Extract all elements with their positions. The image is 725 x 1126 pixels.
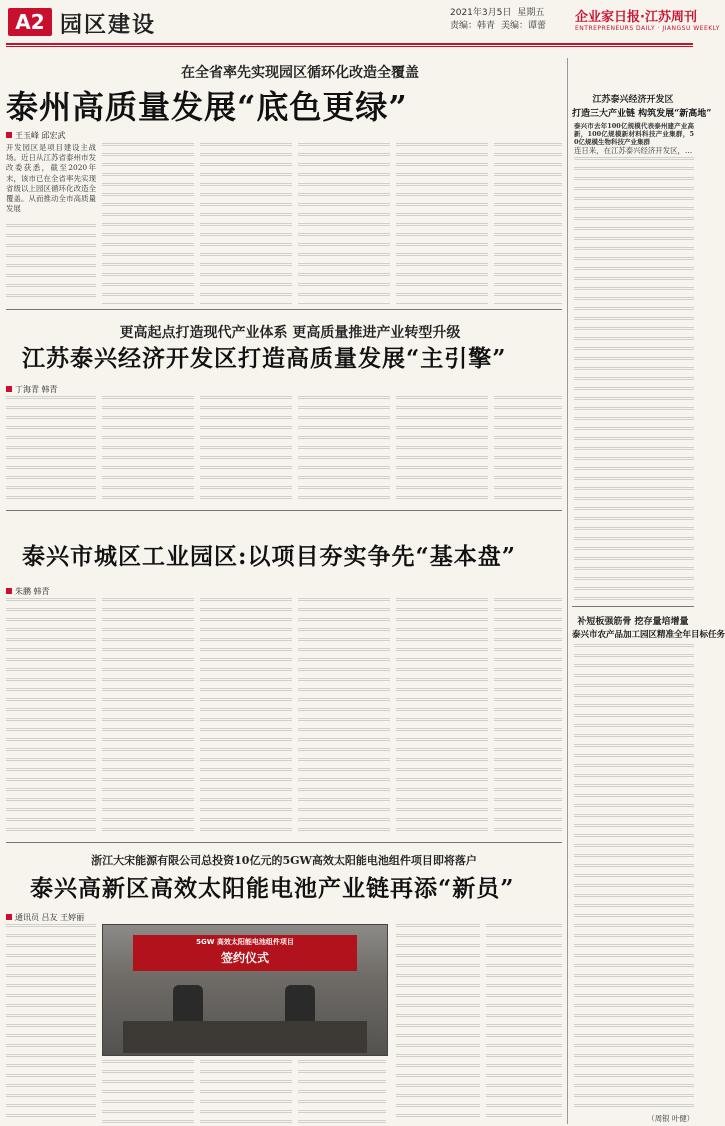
page-number-badge: A2 [8,8,52,36]
article4-col4 [298,1060,386,1124]
article4-col1 [6,924,96,1124]
article3-col3 [200,598,292,834]
article1-col5 [396,143,488,304]
article4-col2 [102,1060,194,1124]
sidebar1-kicker: 江苏泰兴经济开发区 [592,95,674,105]
article4-col5 [396,924,480,1124]
article1-col4 [298,143,390,304]
article3-col1 [6,598,96,834]
article-separator-3 [6,842,562,843]
article2-col3 [200,396,292,504]
article1-headline: 泰州高质量发展“底色更绿” [6,88,408,126]
photo-backdrop-banner [133,935,357,971]
article1-kicker: 在全省率先实现园区循环化改造全覆盖 [181,65,419,81]
article2-kicker: 更高起点打造现代产业体系 更高质量推进产业转型升级 [119,325,461,341]
issue-date: 2021年3月5日 [450,8,512,18]
article3-headline: 泰兴市城区工业园区:以项目夯实争先“基本盘” [22,543,516,570]
signing-ceremony-photo [102,924,388,1056]
article2-col4 [298,396,390,504]
article4-kicker: 浙江大宋能源有限公司总投资10亿元的5GW高效太阳能电池组件项目即将落户 [91,854,477,867]
sidebar1-body [574,157,694,601]
section-title: 园区建设 [60,13,157,38]
column-divider [567,58,568,1124]
article3-col2 [102,598,194,834]
brand-name: 企业家日报·江苏周刊 [575,10,697,25]
article1-byline: 王玉峰 邱宏武 [6,130,66,141]
sidebar2-headline: 泰兴市农产品加工园区精准全年目标任务 [572,630,725,640]
article2-col6 [494,396,562,504]
article4-headline: 泰兴高新区高效太阳能电池产业链再添“新员” [30,875,515,902]
sidebar1-author [574,596,694,606]
article4-col6 [486,924,562,1124]
sidebar1-lead: 连日来，在江苏泰兴经济开发区，… [574,146,693,155]
sidebar2-kicker: 补短板强筋骨 挖存量培增量 [577,617,689,627]
masthead-logo [575,6,720,38]
header-rule [6,43,693,45]
article-separator-1 [6,309,562,310]
article1-col2 [102,143,194,304]
editor-credit: 责编：韩青 [450,21,496,31]
article1-col3 [200,143,292,304]
signing-table [123,1021,367,1053]
article1-col6 [494,143,562,304]
sidebar2-body [574,644,694,1114]
article4-col3 [200,1060,292,1124]
article3-byline: 朱鹏 韩青 [6,586,50,597]
article3-col6 [494,598,562,834]
article2-col5 [396,396,488,504]
issue-weekday: 星期五 [517,8,545,18]
issue-meta [450,7,570,33]
photo-banner-subtitle: 5GW 高效太阳能电池组件项目 [196,938,294,946]
article3-col4 [298,598,390,834]
sidebar-separator [572,606,694,607]
sidebar1-deck: 泰兴市去年100亿规模代表泰州建产业高新，100亿规模新材料科技产业集群，50亿规模生物科技产业集群 [574,122,694,146]
article2-col1 [6,396,96,504]
sidebar2-author: （周银 叶健） [647,1114,694,1123]
article1-col1 [6,224,96,304]
brand-english: ENTREPRENEURS DAILY · JIANGSU WEEKLY [575,25,720,32]
article3-col5 [396,598,488,834]
article2-headline: 江苏泰兴经济开发区打造高质量发展“主引擎” [22,345,507,372]
article2-byline: 丁海青 韩青 [6,384,58,395]
photo-banner-title: 签约仪式 [220,951,269,965]
sidebar1-headline: 打造三大产业链 构筑发展“新高地” [572,109,712,119]
header-rule-thin [6,46,693,47]
article-separator-2 [6,510,562,511]
article2-col2 [102,396,194,504]
article4-byline: 通讯员 吕友 王婷丽 [6,912,84,923]
article1-lead: 开发园区是项目建设主战场。近日从江苏省泰州市发改委获悉，截至2020年末，该市已在全省率先实现省级以上园区循环化改造全覆盖。从而推动全市高质量发展 [6,143,96,214]
designer-credit: 美编：谭蕾 [501,21,547,31]
